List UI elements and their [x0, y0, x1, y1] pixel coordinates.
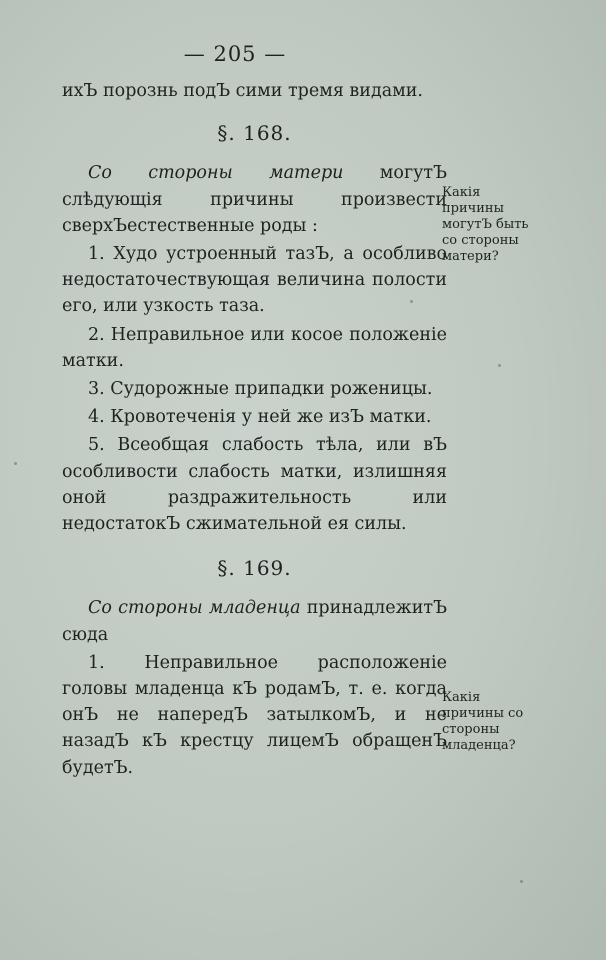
list-item: 5. Всеобщая слабость тѣла, или вЪ особливости слабость матки, излишняя оной раздражительность или недостатокЪ сжимательной ея силы.	[62, 435, 447, 535]
list-item: 2. Неправильное или косое положеніе матки.	[62, 324, 447, 371]
page-number: — 205 —	[183, 42, 287, 66]
list-item: 4. Кровотеченія у ней же изЪ матки.	[88, 407, 432, 428]
list-item: 1. Неправильное расположеніе головы младенца кЪ родамЪ, т. е. когда онЪ не напередЪ затылкомЪ, и не назадЪ кЪ крестцу лицемЪ обращенЪ будетЪ.	[62, 652, 447, 778]
paper-speck	[498, 364, 501, 367]
lead-text: могутЪ слѣдующія причины произвести сверхЪестественные роды :	[62, 163, 447, 236]
lead-emphasis: Со стороны младенца	[88, 598, 301, 619]
paper-speck	[410, 300, 413, 303]
page-body	[62, 78, 447, 781]
paper-speck	[520, 880, 523, 883]
margin-note-infant: Какія причины со стороны младенца?	[442, 690, 524, 753]
section-168-lead	[62, 160, 447, 239]
lead-text: принадлежитЪ сюда	[62, 598, 447, 645]
intro-paragraph: ихЪ порознь подЪ сими тремя видами.	[62, 81, 423, 101]
list-item: 3. Судорожные припадки роженицы.	[88, 379, 433, 400]
margin-note-mother: Какія причины могутЪ быть со стороны матери?	[442, 185, 529, 264]
paper-speck	[14, 462, 17, 465]
section-169-lead	[62, 595, 447, 647]
section-heading-168: §. 168.	[217, 121, 292, 146]
lead-emphasis: Со стороны матери	[88, 163, 344, 184]
list-item: 1. Худо устроенный тазЪ, а особливо недостаточествующая величина полости его, или узкость таза.	[62, 244, 447, 317]
section-heading-169: §. 169.	[217, 556, 292, 581]
